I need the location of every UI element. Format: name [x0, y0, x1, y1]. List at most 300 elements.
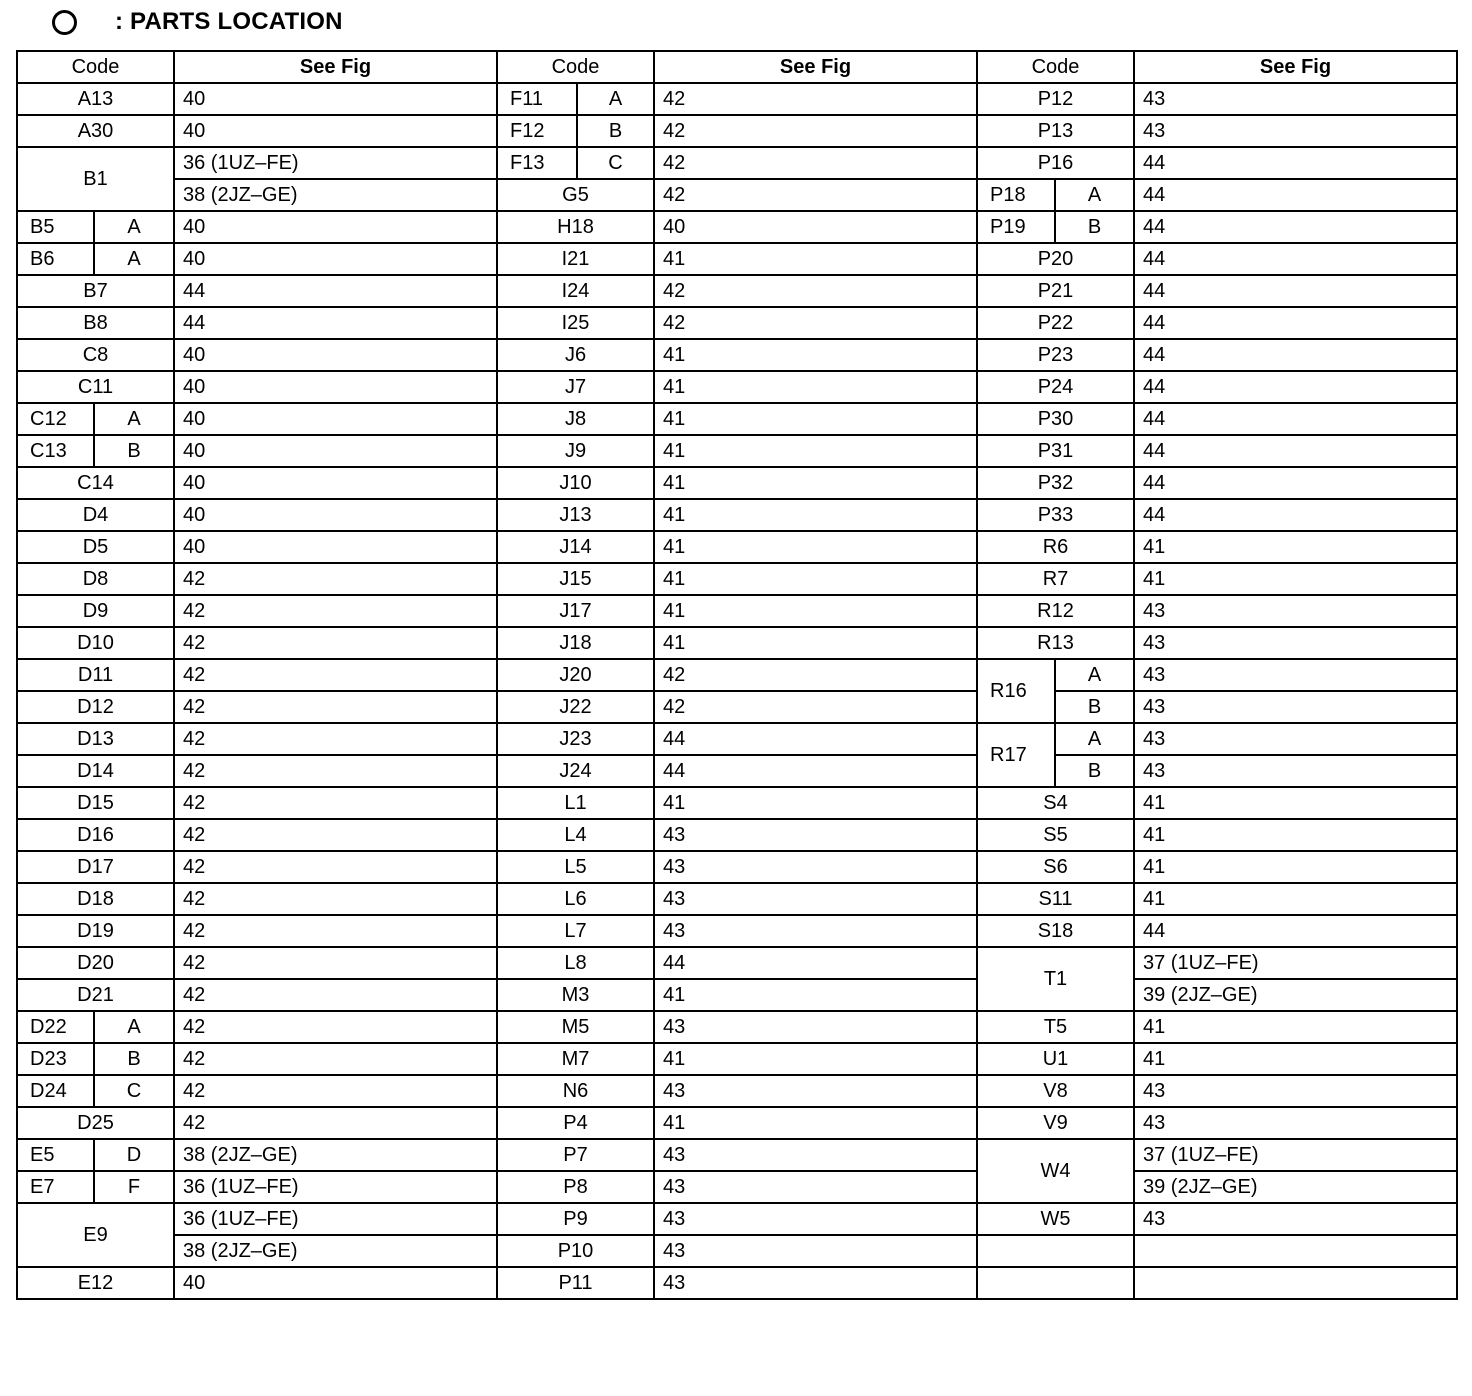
see-fig-value: 43	[1134, 1203, 1457, 1235]
table-row	[977, 211, 1457, 243]
table-row	[497, 1203, 977, 1235]
see-fig-value: 44	[174, 275, 497, 307]
part-code: J24	[497, 755, 654, 787]
part-code: I24	[497, 275, 654, 307]
parts-table-col-3	[976, 50, 1458, 1300]
part-code: J15	[497, 563, 654, 595]
see-fig-value: 42	[654, 275, 977, 307]
part-code: C8	[17, 339, 174, 371]
table-row	[977, 371, 1457, 403]
part-code: R7	[977, 563, 1134, 595]
see-fig-value: 38 (2JZ–GE)	[174, 179, 497, 211]
table-row	[497, 275, 977, 307]
table-row	[977, 1011, 1457, 1043]
see-fig-value: 42	[174, 595, 497, 627]
table-row	[497, 563, 977, 595]
part-sub-code: A	[1055, 723, 1134, 755]
table-row	[17, 723, 497, 755]
part-code: I21	[497, 243, 654, 275]
see-fig-value: 44	[174, 307, 497, 339]
page-title: : PARTS LOCATION	[115, 8, 343, 35]
table-row	[17, 83, 497, 115]
see-fig-value: 40	[654, 211, 977, 243]
see-fig-value	[1134, 1267, 1457, 1299]
see-fig-value: 42	[174, 691, 497, 723]
see-fig-value	[1134, 1235, 1457, 1267]
table-row	[497, 1043, 977, 1075]
part-code: E7	[17, 1171, 94, 1203]
part-code: P11	[497, 1267, 654, 1299]
part-code: S4	[977, 787, 1134, 819]
table-row	[497, 1235, 977, 1267]
table-row	[497, 947, 977, 979]
see-fig-value: 43	[654, 1171, 977, 1203]
part-sub-code: C	[577, 147, 654, 179]
see-fig-value: 44	[654, 947, 977, 979]
table-row	[17, 883, 497, 915]
part-code: P23	[977, 339, 1134, 371]
see-fig-value: 41	[654, 499, 977, 531]
part-sub-code: B	[1055, 211, 1134, 243]
table-row	[497, 851, 977, 883]
see-fig-value: 43	[654, 1139, 977, 1171]
table-row	[17, 595, 497, 627]
part-code: D20	[17, 947, 174, 979]
see-fig-value: 42	[174, 819, 497, 851]
part-code: J8	[497, 403, 654, 435]
see-fig-value: 42	[174, 979, 497, 1011]
see-fig-value: 40	[174, 211, 497, 243]
see-fig-value: 42	[174, 947, 497, 979]
part-code: D21	[17, 979, 174, 1011]
part-sub-code: B	[577, 115, 654, 147]
see-fig-value: 41	[1134, 883, 1457, 915]
part-code: B6	[17, 243, 94, 275]
see-fig-value: 42	[174, 627, 497, 659]
see-fig-value: 42	[174, 755, 497, 787]
table-row	[17, 691, 497, 723]
table-row	[977, 339, 1457, 371]
table-row	[497, 403, 977, 435]
see-fig-value: 44	[654, 755, 977, 787]
see-fig-value: 40	[174, 243, 497, 275]
see-fig-value: 42	[174, 787, 497, 819]
part-code: J23	[497, 723, 654, 755]
part-code: L5	[497, 851, 654, 883]
part-code: J20	[497, 659, 654, 691]
part-code: P33	[977, 499, 1134, 531]
part-code: U1	[977, 1043, 1134, 1075]
see-fig-value: 44	[1134, 403, 1457, 435]
table-row	[497, 307, 977, 339]
table-row	[497, 371, 977, 403]
see-fig-value: 43	[654, 1235, 977, 1267]
see-fig-value: 42	[654, 147, 977, 179]
table-row	[17, 403, 497, 435]
see-fig-value: 39 (2JZ–GE)	[1134, 979, 1457, 1011]
see-fig-value: 41	[1134, 787, 1457, 819]
table-row	[977, 1107, 1457, 1139]
table-row	[977, 627, 1457, 659]
part-code: P21	[977, 275, 1134, 307]
part-code: D25	[17, 1107, 174, 1139]
see-fig-value: 41	[654, 1043, 977, 1075]
see-fig-value: 44	[1134, 147, 1457, 179]
see-fig-value: 43	[1134, 627, 1457, 659]
part-code: J22	[497, 691, 654, 723]
part-code: J14	[497, 531, 654, 563]
part-sub-code: B	[1055, 755, 1134, 787]
table-row	[17, 339, 497, 371]
see-fig-value: 42	[174, 883, 497, 915]
part-code: F12	[497, 115, 577, 147]
see-fig-value: 36 (1UZ–FE)	[174, 1203, 497, 1235]
see-fig-value: 42	[174, 563, 497, 595]
table-row	[497, 659, 977, 691]
part-code: A13	[17, 83, 174, 115]
see-fig-value: 41	[654, 435, 977, 467]
see-fig-value: 41	[1134, 1043, 1457, 1075]
part-code: L4	[497, 819, 654, 851]
see-fig-value: 42	[174, 851, 497, 883]
code-header: Code	[17, 51, 174, 83]
part-code: P7	[497, 1139, 654, 1171]
part-code: T1	[977, 947, 1134, 1011]
see-fig-value: 42	[654, 659, 977, 691]
part-code: J10	[497, 467, 654, 499]
see-fig-value: 43	[1134, 595, 1457, 627]
part-code: P9	[497, 1203, 654, 1235]
circle-icon	[52, 10, 77, 35]
part-code: S18	[977, 915, 1134, 947]
table-row	[17, 851, 497, 883]
table-row	[977, 1203, 1457, 1235]
table-row	[977, 1139, 1457, 1171]
see-fig-value: 41	[654, 1107, 977, 1139]
part-code: B1	[17, 147, 174, 211]
part-code: V8	[977, 1075, 1134, 1107]
table-row	[17, 499, 497, 531]
table-row	[497, 691, 977, 723]
see-fig-value: 44	[1134, 371, 1457, 403]
part-code: V9	[977, 1107, 1134, 1139]
see-fig-value: 43	[654, 819, 977, 851]
see-fig-value: 43	[654, 851, 977, 883]
part-sub-code: B	[1055, 691, 1134, 723]
see-fig-header: See Fig	[1134, 51, 1457, 83]
table-row	[977, 595, 1457, 627]
part-code: D23	[17, 1043, 94, 1075]
table-row	[17, 147, 497, 179]
see-fig-value: 44	[1134, 243, 1457, 275]
see-fig-value: 43	[1134, 691, 1457, 723]
part-code: F13	[497, 147, 577, 179]
see-fig-value: 41	[654, 467, 977, 499]
table-row	[977, 1075, 1457, 1107]
table-row	[17, 275, 497, 307]
table-row	[17, 531, 497, 563]
part-code: D22	[17, 1011, 94, 1043]
part-sub-code: A	[577, 83, 654, 115]
part-code: B8	[17, 307, 174, 339]
see-fig-value: 42	[174, 1107, 497, 1139]
see-fig-value: 42	[654, 691, 977, 723]
see-fig-value: 40	[174, 83, 497, 115]
part-code: P10	[497, 1235, 654, 1267]
table-row	[977, 1043, 1457, 1075]
part-sub-code: A	[1055, 659, 1134, 691]
table-row	[17, 371, 497, 403]
see-fig-value: 39 (2JZ–GE)	[1134, 1171, 1457, 1203]
see-fig-value: 40	[174, 435, 497, 467]
part-code: M7	[497, 1043, 654, 1075]
part-code: S11	[977, 883, 1134, 915]
table-row	[497, 1267, 977, 1299]
see-fig-value: 44	[1134, 915, 1457, 947]
see-fig-value: 41	[1134, 531, 1457, 563]
header-row	[497, 51, 977, 83]
table-row	[977, 83, 1457, 115]
table-row	[17, 563, 497, 595]
see-fig-header: See Fig	[174, 51, 497, 83]
part-code: B5	[17, 211, 94, 243]
table-row	[17, 915, 497, 947]
part-sub-code: A	[1055, 179, 1134, 211]
part-sub-code: D	[94, 1139, 174, 1171]
part-code: D9	[17, 595, 174, 627]
see-fig-value: 41	[654, 787, 977, 819]
see-fig-value: 42	[174, 1075, 497, 1107]
part-code: D8	[17, 563, 174, 595]
table-row	[977, 851, 1457, 883]
table-row	[497, 1075, 977, 1107]
table-row	[17, 1267, 497, 1299]
see-fig-value: 43	[1134, 115, 1457, 147]
see-fig-value: 40	[174, 403, 497, 435]
table-row	[977, 403, 1457, 435]
part-code: C12	[17, 403, 94, 435]
table-row	[17, 659, 497, 691]
table-row	[497, 1139, 977, 1171]
table-row	[977, 1267, 1457, 1299]
see-fig-value: 41	[654, 627, 977, 659]
part-code: S6	[977, 851, 1134, 883]
part-code: T5	[977, 1011, 1134, 1043]
table-row	[977, 275, 1457, 307]
part-code: P24	[977, 371, 1134, 403]
table-row	[497, 243, 977, 275]
see-fig-value: 40	[174, 371, 497, 403]
table-row	[497, 915, 977, 947]
part-code: P32	[977, 467, 1134, 499]
part-code: D11	[17, 659, 174, 691]
part-sub-code: A	[94, 211, 174, 243]
see-fig-value: 41	[654, 531, 977, 563]
table-row	[17, 1203, 497, 1235]
table-row	[977, 947, 1457, 979]
part-code: R17	[977, 723, 1055, 787]
part-sub-code: A	[94, 243, 174, 275]
part-sub-code: F	[94, 1171, 174, 1203]
see-fig-value: 44	[1134, 307, 1457, 339]
table-row	[497, 1011, 977, 1043]
part-code: D14	[17, 755, 174, 787]
table-row	[497, 883, 977, 915]
see-fig-value: 40	[174, 115, 497, 147]
see-fig-value: 44	[1134, 275, 1457, 307]
table-row	[497, 83, 977, 115]
see-fig-value: 38 (2JZ–GE)	[174, 1235, 497, 1267]
see-fig-value: 41	[654, 979, 977, 1011]
see-fig-value: 43	[654, 883, 977, 915]
parts-table-col-2	[496, 50, 978, 1300]
part-code: M3	[497, 979, 654, 1011]
table-row	[17, 1011, 497, 1043]
table-row	[17, 435, 497, 467]
part-code: D10	[17, 627, 174, 659]
see-fig-value: 37 (1UZ–FE)	[1134, 1139, 1457, 1171]
see-fig-value: 44	[1134, 499, 1457, 531]
part-code: L1	[497, 787, 654, 819]
see-fig-value: 43	[1134, 1107, 1457, 1139]
page-title-bar	[52, 4, 343, 40]
table-row	[977, 499, 1457, 531]
see-fig-value: 36 (1UZ–FE)	[174, 147, 497, 179]
see-fig-value: 43	[1134, 755, 1457, 787]
table-row	[977, 659, 1457, 691]
part-code: P12	[977, 83, 1134, 115]
see-fig-value: 42	[174, 723, 497, 755]
parts-table-col-1	[16, 50, 498, 1300]
table-row	[17, 947, 497, 979]
see-fig-value: 40	[174, 1267, 497, 1299]
part-code: J9	[497, 435, 654, 467]
see-fig-value: 43	[654, 1075, 977, 1107]
see-fig-value: 41	[654, 595, 977, 627]
part-code: D24	[17, 1075, 94, 1107]
part-code	[977, 1235, 1134, 1267]
part-code: G5	[497, 179, 654, 211]
see-fig-value: 43	[1134, 83, 1457, 115]
see-fig-value: 41	[1134, 819, 1457, 851]
part-code: L6	[497, 883, 654, 915]
part-code: S5	[977, 819, 1134, 851]
part-sub-code: A	[94, 1011, 174, 1043]
part-code: P30	[977, 403, 1134, 435]
part-code: D4	[17, 499, 174, 531]
table-row	[977, 179, 1457, 211]
part-code: L7	[497, 915, 654, 947]
table-row	[17, 1139, 497, 1171]
part-code: F11	[497, 83, 577, 115]
part-code: D13	[17, 723, 174, 755]
table-row	[977, 787, 1457, 819]
header-row	[17, 51, 497, 83]
table-row	[17, 1107, 497, 1139]
part-code: P22	[977, 307, 1134, 339]
table-row	[497, 147, 977, 179]
table-row	[17, 1075, 497, 1107]
part-code: J7	[497, 371, 654, 403]
part-code: P16	[977, 147, 1134, 179]
table-row	[497, 499, 977, 531]
see-fig-value: 40	[174, 467, 497, 499]
part-code: P18	[977, 179, 1055, 211]
part-code: P4	[497, 1107, 654, 1139]
see-fig-value: 41	[1134, 1011, 1457, 1043]
part-code: P31	[977, 435, 1134, 467]
code-header: Code	[977, 51, 1134, 83]
part-sub-code: C	[94, 1075, 174, 1107]
part-code: J18	[497, 627, 654, 659]
see-fig-value: 42	[654, 83, 977, 115]
see-fig-value: 42	[654, 179, 977, 211]
table-row	[17, 115, 497, 147]
table-row	[17, 243, 497, 275]
see-fig-value: 44	[1134, 339, 1457, 371]
part-code: I25	[497, 307, 654, 339]
see-fig-value: 43	[654, 1267, 977, 1299]
part-code: C14	[17, 467, 174, 499]
part-code: A30	[17, 115, 174, 147]
see-fig-value: 43	[1134, 723, 1457, 755]
part-code	[977, 1267, 1134, 1299]
part-code: P19	[977, 211, 1055, 243]
see-fig-value: 43	[654, 1203, 977, 1235]
see-fig-value: 44	[1134, 435, 1457, 467]
table-row	[977, 243, 1457, 275]
part-code: N6	[497, 1075, 654, 1107]
see-fig-value: 41	[654, 339, 977, 371]
see-fig-value: 41	[654, 563, 977, 595]
see-fig-value: 42	[174, 659, 497, 691]
table-row	[977, 915, 1457, 947]
part-code: D18	[17, 883, 174, 915]
see-fig-value: 44	[1134, 179, 1457, 211]
see-fig-value: 41	[1134, 851, 1457, 883]
table-row	[497, 979, 977, 1011]
see-fig-value: 42	[174, 1011, 497, 1043]
part-code: D17	[17, 851, 174, 883]
table-row	[497, 755, 977, 787]
table-row	[497, 115, 977, 147]
see-fig-value: 44	[654, 723, 977, 755]
part-code: L8	[497, 947, 654, 979]
table-row	[977, 115, 1457, 147]
part-code: C11	[17, 371, 174, 403]
table-row	[17, 1171, 497, 1203]
part-code: E12	[17, 1267, 174, 1299]
table-row	[977, 467, 1457, 499]
part-code: P8	[497, 1171, 654, 1203]
table-row	[17, 307, 497, 339]
table-row	[977, 147, 1457, 179]
code-header: Code	[497, 51, 654, 83]
table-row	[497, 1171, 977, 1203]
part-code: J6	[497, 339, 654, 371]
see-fig-value: 37 (1UZ–FE)	[1134, 947, 1457, 979]
part-code: D5	[17, 531, 174, 563]
see-fig-value: 42	[654, 115, 977, 147]
table-row	[497, 627, 977, 659]
see-fig-value: 36 (1UZ–FE)	[174, 1171, 497, 1203]
table-row	[497, 339, 977, 371]
see-fig-value: 41	[654, 403, 977, 435]
table-row	[17, 819, 497, 851]
see-fig-value: 40	[174, 499, 497, 531]
part-code: R13	[977, 627, 1134, 659]
part-code: D19	[17, 915, 174, 947]
